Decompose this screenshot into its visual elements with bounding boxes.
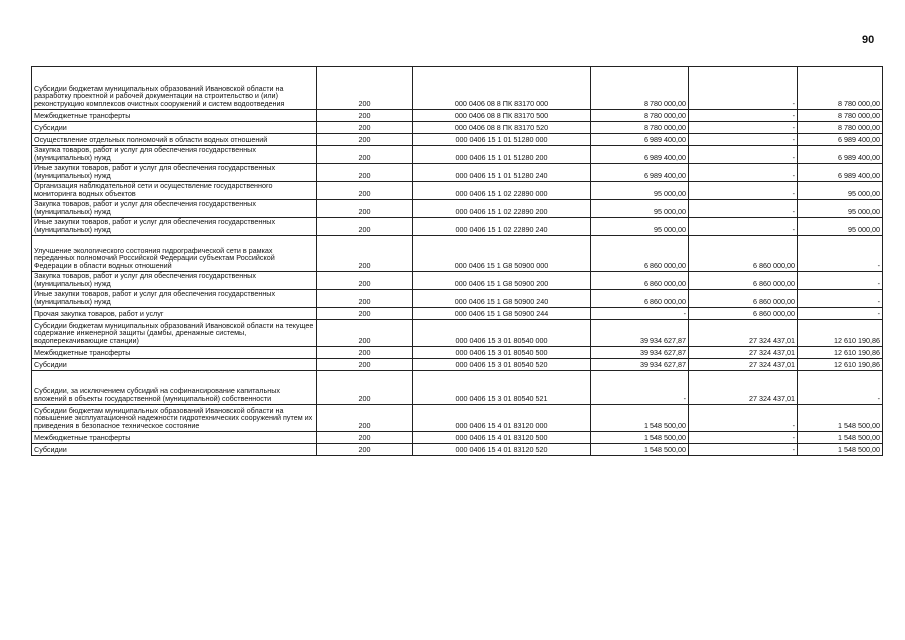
table-row: [32, 146, 883, 164]
row-classification-code: 000 0406 15 1 G8 50900 000: [413, 236, 591, 272]
row-line-code: 200: [317, 200, 413, 218]
row-approved-amount: 8 780 000,00: [591, 110, 689, 122]
row-remaining-amount: -: [798, 236, 883, 272]
row-approved-amount: 39 934 627,87: [591, 347, 689, 359]
row-line-code: 200: [317, 122, 413, 134]
row-remaining-amount: 95 000,00: [798, 200, 883, 218]
row-description: Улучшение экологического состояния гидрографической сети в рамках переданных полномочий Российской Федерации субъектам Российской Федерации в области водных отношений: [32, 236, 317, 272]
row-executed-amount: -: [689, 134, 798, 146]
row-line-code: 200: [317, 110, 413, 122]
row-classification-code: 000 0406 15 1 02 22890 200: [413, 200, 591, 218]
row-executed-amount: 27 324 437,01: [689, 347, 798, 359]
row-line-code: 200: [317, 371, 413, 405]
row-description: Иные закупки товаров, работ и услуг для обеспечения государственных (муниципальных) нужд: [32, 218, 317, 236]
row-approved-amount: 1 548 500,00: [591, 432, 689, 444]
row-description: Субсидии бюджетам муниципальных образований Ивановской области на разработку проектной и рабочей документации на строительство и (или) реконструкцию комплексов очистных сооружений и систем водоотведения: [32, 67, 317, 110]
row-executed-amount: 6 860 000,00: [689, 272, 798, 290]
table-row: [32, 110, 883, 122]
table-row: [32, 320, 883, 347]
row-approved-amount: -: [591, 371, 689, 405]
row-executed-amount: 27 324 437,01: [689, 371, 798, 405]
row-approved-amount: 6 860 000,00: [591, 290, 689, 308]
table-row: [32, 347, 883, 359]
row-remaining-amount: -: [798, 371, 883, 405]
row-classification-code: 000 0406 15 3 01 80540 521: [413, 371, 591, 405]
row-remaining-amount: 1 548 500,00: [798, 444, 883, 456]
table-row: [32, 432, 883, 444]
row-description: Закупка товаров, работ и услуг для обеспечения государственных (муниципальных) нужд: [32, 146, 317, 164]
row-remaining-amount: 95 000,00: [798, 218, 883, 236]
table-row: [32, 359, 883, 371]
row-remaining-amount: 6 989 400,00: [798, 134, 883, 146]
row-description: Субсидии: [32, 122, 317, 134]
row-executed-amount: 27 324 437,01: [689, 359, 798, 371]
row-executed-amount: -: [689, 444, 798, 456]
row-line-code: 200: [317, 444, 413, 456]
row-description: Межбюджетные трансферты: [32, 347, 317, 359]
row-remaining-amount: 1 548 500,00: [798, 432, 883, 444]
row-classification-code: 000 0406 15 3 01 80540 520: [413, 359, 591, 371]
row-description: Субсидии, за исключением субсидий на софинансирование капитальных вложений в объекты государственной (муниципальной) собственности: [32, 371, 317, 405]
table-row: [32, 122, 883, 134]
row-remaining-amount: 12 610 190,86: [798, 320, 883, 347]
row-approved-amount: 6 989 400,00: [591, 164, 689, 182]
row-description: Межбюджетные трансферты: [32, 110, 317, 122]
row-classification-code: 000 0406 15 1 G8 50900 200: [413, 272, 591, 290]
row-classification-code: 000 0406 15 3 01 80540 000: [413, 320, 591, 347]
table-row: [32, 308, 883, 320]
row-executed-amount: -: [689, 110, 798, 122]
table-row: [32, 218, 883, 236]
row-line-code: 200: [317, 290, 413, 308]
row-line-code: 200: [317, 164, 413, 182]
row-description: Субсидии: [32, 359, 317, 371]
row-approved-amount: 39 934 627,87: [591, 359, 689, 371]
row-classification-code: 000 0406 15 4 01 83120 500: [413, 432, 591, 444]
table-row: [32, 444, 883, 456]
row-remaining-amount: -: [798, 290, 883, 308]
row-line-code: 200: [317, 405, 413, 432]
row-classification-code: 000 0406 15 3 01 80540 500: [413, 347, 591, 359]
table-row: [32, 134, 883, 146]
row-remaining-amount: 12 610 190,86: [798, 347, 883, 359]
row-line-code: 200: [317, 359, 413, 371]
row-approved-amount: 1 548 500,00: [591, 444, 689, 456]
row-remaining-amount: 6 989 400,00: [798, 164, 883, 182]
row-line-code: 200: [317, 218, 413, 236]
row-line-code: 200: [317, 308, 413, 320]
row-description: Межбюджетные трансферты: [32, 432, 317, 444]
row-description: Закупка товаров, работ и услуг для обеспечения государственных (муниципальных) нужд: [32, 272, 317, 290]
row-remaining-amount: 6 989 400,00: [798, 146, 883, 164]
row-executed-amount: 6 860 000,00: [689, 308, 798, 320]
row-classification-code: 000 0406 08 8 ПК 83170 000: [413, 67, 591, 110]
row-approved-amount: -: [591, 308, 689, 320]
page-number: 90: [862, 34, 875, 46]
row-remaining-amount: 95 000,00: [798, 182, 883, 200]
row-executed-amount: -: [689, 218, 798, 236]
row-classification-code: 000 0406 15 4 01 83120 000: [413, 405, 591, 432]
row-approved-amount: 6 989 400,00: [591, 134, 689, 146]
row-approved-amount: 6 989 400,00: [591, 146, 689, 164]
table-row: [32, 371, 883, 405]
row-line-code: 200: [317, 182, 413, 200]
row-classification-code: 000 0406 15 1 G8 50900 244: [413, 308, 591, 320]
row-executed-amount: -: [689, 122, 798, 134]
table-row: [32, 182, 883, 200]
row-executed-amount: 6 860 000,00: [689, 236, 798, 272]
row-approved-amount: 39 934 627,87: [591, 320, 689, 347]
table-row: [32, 164, 883, 182]
row-approved-amount: 6 860 000,00: [591, 272, 689, 290]
row-description: Субсидии бюджетам муниципальных образований Ивановской области на текущее содержание инженерной защиты (дамбы, дренажные системы, водоперекачивающие станции): [32, 320, 317, 347]
row-approved-amount: 95 000,00: [591, 182, 689, 200]
row-classification-code: 000 0406 15 1 G8 50900 240: [413, 290, 591, 308]
row-classification-code: 000 0406 15 1 02 22890 240: [413, 218, 591, 236]
row-line-code: 200: [317, 320, 413, 347]
row-description: Закупка товаров, работ и услуг для обеспечения государственных (муниципальных) нужд: [32, 200, 317, 218]
row-classification-code: 000 0406 15 1 01 51280 000: [413, 134, 591, 146]
row-executed-amount: 27 324 437,01: [689, 320, 798, 347]
row-approved-amount: 95 000,00: [591, 218, 689, 236]
table-row: [32, 272, 883, 290]
row-approved-amount: 8 780 000,00: [591, 67, 689, 110]
row-line-code: 200: [317, 272, 413, 290]
row-executed-amount: -: [689, 182, 798, 200]
row-remaining-amount: -: [798, 272, 883, 290]
row-executed-amount: -: [689, 405, 798, 432]
row-description: Организация наблюдательной сети и осуществление государственного мониторинга водных объектов: [32, 182, 317, 200]
row-executed-amount: -: [689, 164, 798, 182]
row-description: Субсидии бюджетам муниципальных образований Ивановской области на повышение эксплуатационной надежности гидротехнических сооружений путем их приведения в безопасное техническое состояние: [32, 405, 317, 432]
row-classification-code: 000 0406 15 1 02 22890 000: [413, 182, 591, 200]
row-description: Субсидии: [32, 444, 317, 456]
table-row: [32, 200, 883, 218]
table-row: [32, 290, 883, 308]
table-row: [32, 405, 883, 432]
row-executed-amount: -: [689, 200, 798, 218]
row-remaining-amount: -: [798, 308, 883, 320]
row-line-code: 200: [317, 347, 413, 359]
row-executed-amount: 6 860 000,00: [689, 290, 798, 308]
table-row: [32, 67, 883, 110]
row-description: Иные закупки товаров, работ и услуг для обеспечения государственных (муниципальных) нужд: [32, 290, 317, 308]
row-description: Осуществление отдельных полномочий в области водных отношений: [32, 134, 317, 146]
row-line-code: 200: [317, 146, 413, 164]
row-remaining-amount: 12 610 190,86: [798, 359, 883, 371]
row-approved-amount: 6 860 000,00: [591, 236, 689, 272]
row-classification-code: 000 0406 08 8 ПК 83170 500: [413, 110, 591, 122]
row-line-code: 200: [317, 67, 413, 110]
row-line-code: 200: [317, 236, 413, 272]
row-description: Иные закупки товаров, работ и услуг для обеспечения государственных (муниципальных) нужд: [32, 164, 317, 182]
row-approved-amount: 95 000,00: [591, 200, 689, 218]
row-remaining-amount: 8 780 000,00: [798, 67, 883, 110]
budget-table-body: [32, 67, 883, 456]
row-classification-code: 000 0406 15 1 01 51280 200: [413, 146, 591, 164]
row-classification-code: 000 0406 08 8 ПК 83170 520: [413, 122, 591, 134]
row-approved-amount: 1 548 500,00: [591, 405, 689, 432]
row-line-code: 200: [317, 432, 413, 444]
row-line-code: 200: [317, 134, 413, 146]
row-classification-code: 000 0406 15 4 01 83120 520: [413, 444, 591, 456]
row-remaining-amount: 8 780 000,00: [798, 110, 883, 122]
row-classification-code: 000 0406 15 1 01 51280 240: [413, 164, 591, 182]
row-executed-amount: -: [689, 432, 798, 444]
row-description: Прочая закупка товаров, работ и услуг: [32, 308, 317, 320]
row-approved-amount: 8 780 000,00: [591, 122, 689, 134]
row-remaining-amount: 1 548 500,00: [798, 405, 883, 432]
table-row: [32, 236, 883, 272]
row-executed-amount: -: [689, 146, 798, 164]
budget-table: [31, 66, 883, 456]
row-remaining-amount: 8 780 000,00: [798, 122, 883, 134]
row-executed-amount: -: [689, 67, 798, 110]
